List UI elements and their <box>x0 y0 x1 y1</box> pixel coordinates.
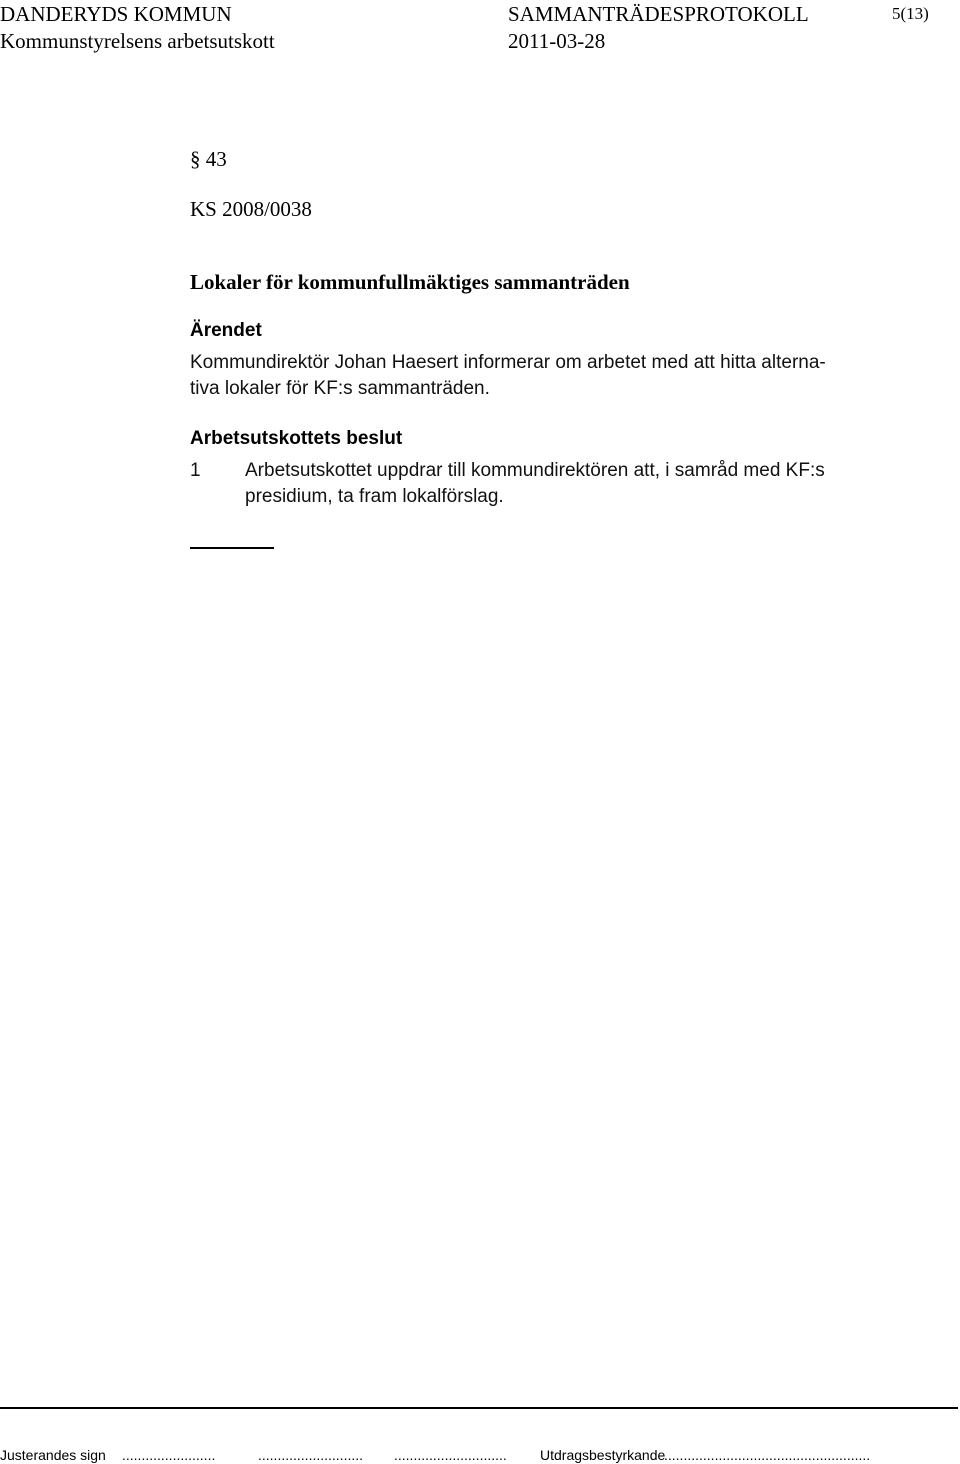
signature-label: Justerandes sign <box>0 1447 106 1463</box>
extract-certified-label: Utdragsbestyrkande <box>540 1447 666 1463</box>
page-number: 5(13) <box>892 4 929 23</box>
decision-text-line: Arbetsutskottet uppdrar till kommundirektören att, i samråd med KF:s <box>245 460 825 481</box>
matter-text-line: tiva lokaler för KF:s sammanträden. <box>190 378 490 399</box>
committee-name: Kommunstyrelsens arbetsutskott <box>0 29 275 53</box>
section-end-rule <box>190 547 274 549</box>
footer-rule <box>0 1407 958 1409</box>
signature-line: ........................... <box>258 1447 364 1463</box>
extract-certified-line: ..................................................... <box>664 1447 871 1463</box>
matter-text-line: Kommundirektör Johan Haesert informerar om arbetet med att hitta alterna- <box>190 352 826 373</box>
section-title: Lokaler för kommunfullmäktiges sammanträden <box>190 270 630 294</box>
matter-heading: Ärendet <box>190 320 262 341</box>
document-type: SAMMANTRÄDESPROTOKOLL <box>508 2 809 26</box>
paragraph-number: § 43 <box>190 147 227 171</box>
decision-item-number: 1 <box>190 460 201 481</box>
meeting-date: 2011-03-28 <box>508 29 606 53</box>
signature-line: ........................ <box>122 1447 216 1463</box>
decision-text-line: presidium, ta fram lokalförslag. <box>245 486 504 507</box>
decision-heading: Arbetsutskottets beslut <box>190 428 403 449</box>
signature-line: ............................. <box>394 1447 507 1463</box>
case-number: KS 2008/0038 <box>190 197 312 221</box>
municipality-name: DANDERYDS KOMMUN <box>0 2 232 26</box>
